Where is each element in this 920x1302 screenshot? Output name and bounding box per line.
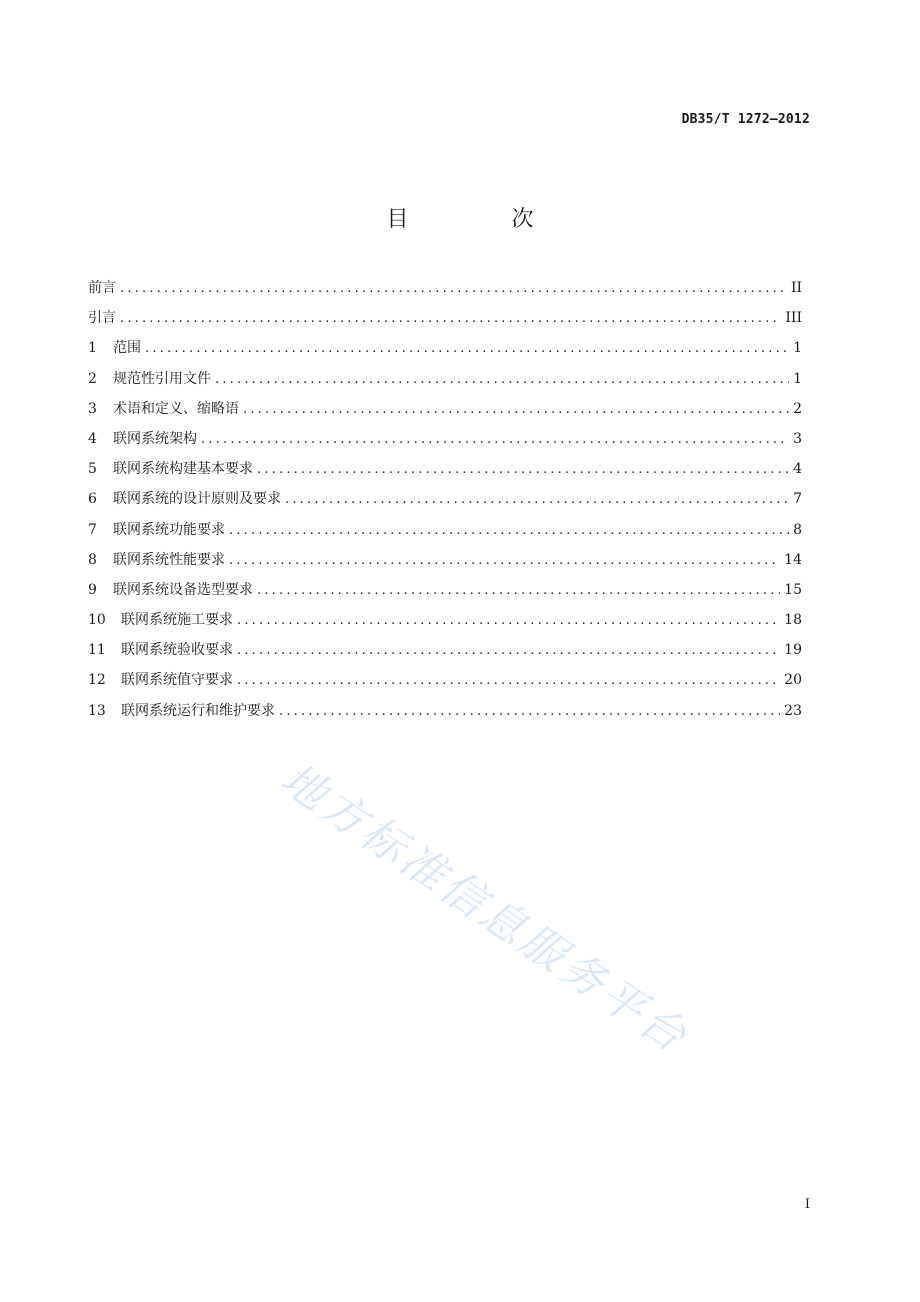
watermark: 地方标准信息服务平台	[271, 753, 698, 1065]
toc-entry-label: 联网系统功能要求	[113, 521, 225, 538]
toc-entry-page: 23	[784, 702, 802, 719]
toc-entry-label: 联网系统设备选型要求	[113, 581, 253, 598]
toc-dot-leader	[279, 702, 780, 722]
toc-entry-page: 2	[793, 400, 802, 417]
toc-entry-label: 引言	[88, 310, 116, 327]
toc-entry-7[interactable]	[88, 520, 802, 550]
toc-dot-leader	[145, 339, 789, 359]
toc-entry-3[interactable]	[88, 399, 802, 429]
toc-entry-page: 14	[784, 551, 802, 568]
toc-entry-page: 15	[784, 581, 802, 598]
toc-dot-leader	[257, 581, 780, 601]
toc-entry-page: 20	[784, 672, 802, 689]
toc-entry-label: 联网系统构建基本要求	[113, 461, 253, 478]
toc-entry-label: 术语和定义、缩略语	[113, 400, 239, 417]
toc-dot-leader	[229, 551, 780, 571]
page-title: 目 次	[386, 207, 582, 232]
toc-entry-10[interactable]	[88, 610, 802, 640]
toc-entry-page: II	[790, 280, 802, 296]
toc-entry-label: 范围	[113, 340, 141, 357]
toc-entry-number: 10	[88, 612, 106, 629]
toc-dot-leader	[237, 671, 780, 691]
toc-dot-leader	[229, 521, 789, 541]
toc-entry-label: 联网系统架构	[113, 430, 197, 447]
toc-entry-number: 7	[88, 521, 97, 538]
document-code: DB35/T 1272—2012	[681, 112, 810, 127]
toc-entry-page: 18	[784, 612, 802, 629]
toc-entry-page: 4	[793, 461, 802, 478]
toc-entry-page: 8	[793, 521, 802, 538]
table-of-contents	[88, 278, 802, 731]
toc-entry-5[interactable]	[88, 459, 802, 489]
toc-entry-page: 3	[793, 430, 802, 447]
toc-entry-number: 13	[88, 702, 106, 719]
toc-entry-number: 1	[88, 340, 97, 357]
toc-entry-13[interactable]	[88, 701, 802, 731]
toc-entry-number: 9	[88, 581, 97, 598]
toc-dot-leader	[257, 460, 789, 480]
toc-entry-label: 联网系统运行和维护要求	[121, 702, 275, 719]
toc-entry-page: 7	[793, 491, 802, 508]
toc-entry-label: 联网系统值守要求	[121, 672, 233, 689]
toc-entry-number: 6	[88, 491, 97, 508]
toc-entry-label: 联网系统验收要求	[121, 642, 233, 659]
toc-entry-introduction[interactable]	[88, 308, 802, 338]
toc-dot-leader	[120, 279, 787, 299]
toc-dot-leader	[120, 309, 781, 329]
toc-entry-number: 5	[88, 461, 97, 478]
toc-dot-leader	[215, 370, 789, 390]
toc-entry-number: 4	[88, 430, 97, 447]
toc-entry-page: 1	[793, 340, 802, 357]
toc-entry-8[interactable]	[88, 550, 802, 580]
toc-dot-leader	[201, 430, 789, 450]
toc-entry-6[interactable]	[88, 489, 802, 519]
toc-entry-label: 规范性引用文件	[113, 370, 211, 387]
toc-entry-page: III	[785, 310, 802, 327]
toc-entry-label: 联网系统性能要求	[113, 551, 225, 568]
toc-dot-leader	[243, 400, 789, 420]
toc-entry-9[interactable]	[88, 580, 802, 610]
toc-dot-leader	[237, 641, 780, 661]
toc-entry-4[interactable]	[88, 429, 802, 459]
toc-entry-label: 联网系统施工要求	[121, 612, 233, 629]
toc-entry-foreword[interactable]	[88, 278, 802, 308]
toc-entry-2[interactable]	[88, 369, 802, 399]
toc-entry-number: 12	[88, 672, 106, 689]
toc-entry-number: 8	[88, 551, 97, 568]
toc-entry-1[interactable]	[88, 338, 802, 368]
toc-entry-12[interactable]	[88, 670, 802, 700]
toc-dot-leader	[285, 490, 789, 510]
toc-entry-number: 3	[88, 400, 97, 417]
toc-entry-label: 前言	[88, 280, 116, 296]
page-number: I	[804, 1197, 810, 1212]
toc-entry-number: 2	[88, 370, 97, 387]
toc-entry-page: 1	[793, 370, 802, 387]
toc-entry-11[interactable]	[88, 640, 802, 670]
toc-dot-leader	[237, 611, 780, 631]
toc-entry-number: 11	[88, 642, 106, 659]
toc-entry-label: 联网系统的设计原则及要求	[113, 491, 281, 508]
toc-entry-page: 19	[784, 642, 802, 659]
